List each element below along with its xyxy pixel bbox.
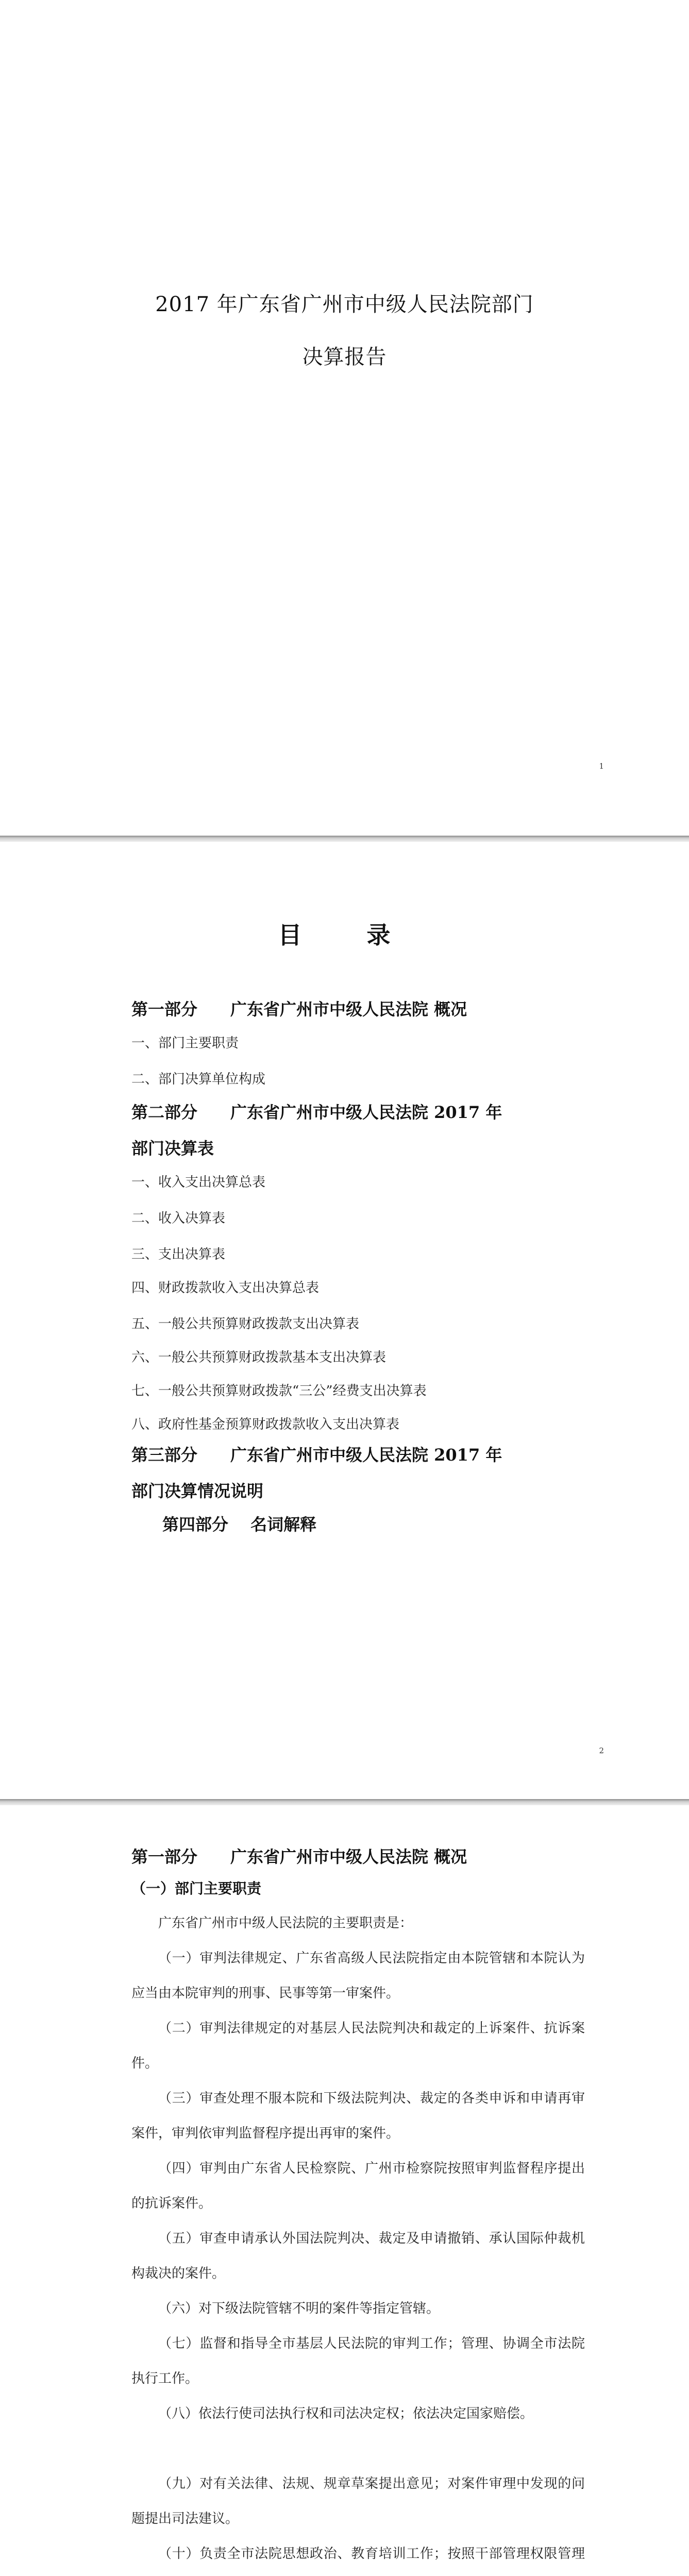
- toc-part1: 第一部分 广东省广州市中级人民法院 概况: [131, 999, 467, 1019]
- toc-part3-line2: 部门决算情况说明: [131, 1481, 264, 1501]
- duty-paragraph: （七）监督和指导全市基层人民法院的审判工作；管理、协调全市法院执行工作。: [131, 2336, 585, 2386]
- part1-title: 第一部分 广东省广州市中级人民法院 概况: [131, 1847, 467, 1867]
- toc-item: 五、一般公共预算财政拨款支出决算表: [131, 1316, 360, 1332]
- duty-paragraph: （二）审判法律规定的对基层人民法院判决和裁定的上诉案件、抗诉案件。: [131, 2021, 585, 2071]
- toc-item: 六、一般公共预算财政拨款基本支出决算表: [131, 1350, 386, 1365]
- page-number: 1: [599, 761, 604, 771]
- page-divider: [0, 836, 689, 842]
- toc-item: 四、财政拨款收入支出决算总表: [131, 1280, 320, 1296]
- duty-paragraph: （一）审判法律规定、广东省高级人民法院指定由本院管辖和本院认为应当由本院审判的刑事、民事等第一审案件。: [131, 1951, 585, 2001]
- duty-paragraph: （十）负责全市法院思想政治、教育培训工作；按照干部管理权限管理: [158, 2546, 585, 2562]
- toc-item: 八、政府性基金预算财政拨款收入支出决算表: [131, 1417, 400, 1432]
- toc-item: 三、支出决算表: [131, 1247, 226, 1262]
- page-2: [0, 842, 689, 1799]
- duty-paragraph: （四）审判由广东省人民检察院、广州市检察院按照审判监督程序提出的抗诉案件。: [131, 2161, 585, 2211]
- page-3: [0, 1805, 689, 2576]
- duty-paragraph: （六）对下级法院管辖不明的案件等指定管辖。: [158, 2301, 440, 2316]
- duty-paragraph: （三）审查处理不服本院和下级法院判决、裁定的各类申诉和申请再审案件，审判依审判监督程序提出再审的案件。: [131, 2091, 585, 2141]
- page-number: 2: [599, 1746, 604, 1755]
- toc-part4: 第四部分 名词解释: [162, 1515, 317, 1534]
- toc-part3-line1: 第三部分 广东省广州市中级人民法院 2017 年: [131, 1445, 502, 1465]
- report-title: [0, 278, 689, 383]
- toc-heading: 目 录: [278, 921, 411, 949]
- duty-paragraph: （九）对有关法律、法规、规章草案提出意见；对案件审理中发现的问题提出司法建议。: [131, 2476, 585, 2527]
- toc-item: 一、收入支出决算总表: [131, 1175, 266, 1190]
- duties-intro: 广东省广州市中级人民法院的主要职责是：: [158, 1916, 413, 1931]
- toc-item: 二、部门决算单位构成: [131, 1072, 266, 1087]
- section-title-duties: （一）部门主要职责: [131, 1880, 262, 1897]
- page-divider: [0, 1799, 689, 1805]
- report-title-line1: 2017 年广东省广州市中级人民法院部门: [155, 293, 534, 316]
- toc-item: 七、一般公共预算财政拨款“三公”经费支出决算表: [131, 1383, 427, 1399]
- toc-item: 二、收入决算表: [131, 1211, 226, 1226]
- report-title-line2: 决算报告: [302, 345, 387, 369]
- page-1: [0, 0, 689, 836]
- duty-paragraph: （五）审查申请承认外国法院判决、裁定及申请撤销、承认国际仲裁机构裁决的案件。: [131, 2231, 585, 2281]
- toc-item: 一、部门主要职责: [131, 1036, 239, 1051]
- toc-part2-line1: 第二部分 广东省广州市中级人民法院 2017 年: [131, 1103, 502, 1122]
- duty-paragraph: （八）依法行使司法执行权和司法决定权；依法决定国家赔偿。: [158, 2406, 534, 2421]
- toc-part2-line2: 部门决算表: [131, 1139, 214, 1158]
